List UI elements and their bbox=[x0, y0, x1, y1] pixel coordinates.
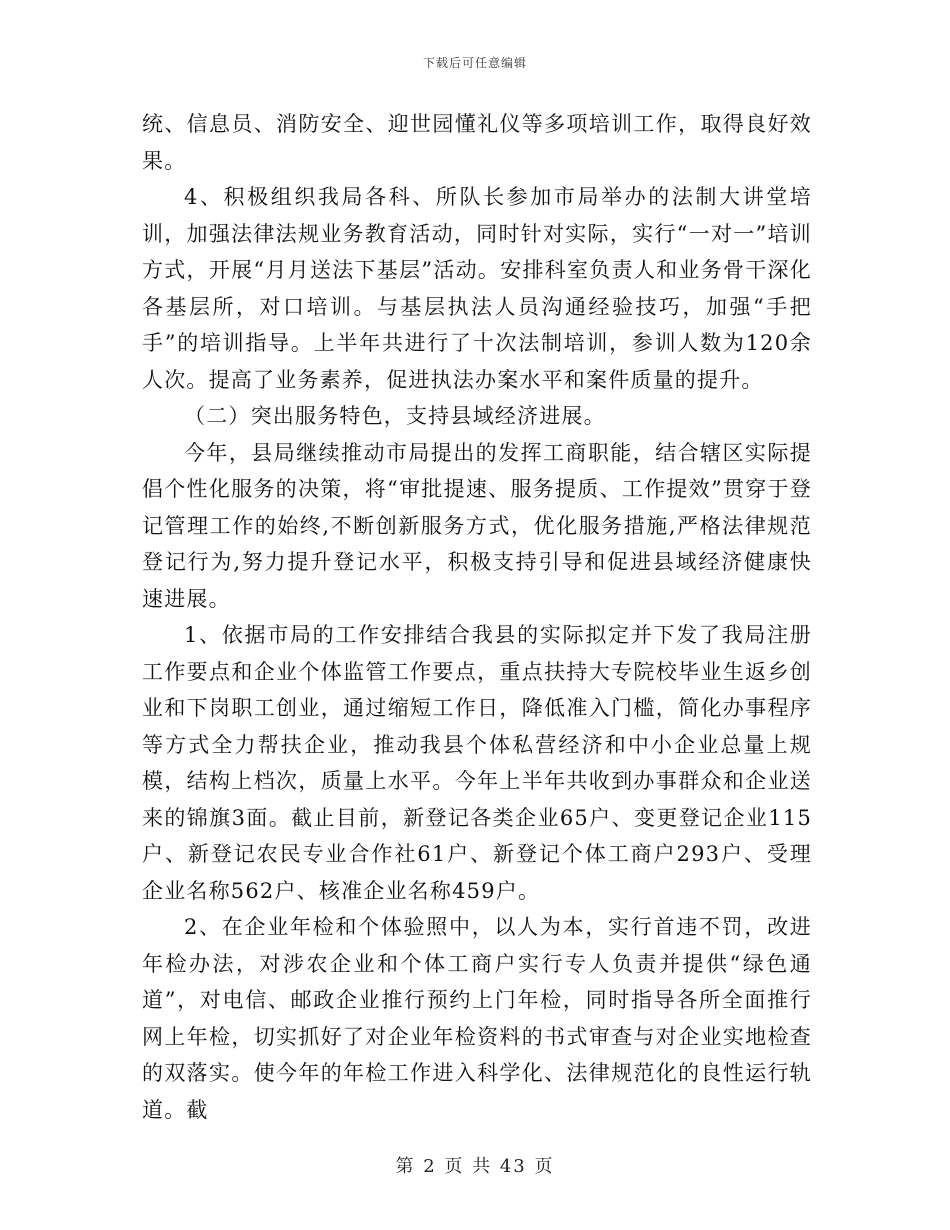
page-footer: 第 2 页 共 43 页 bbox=[395, 1156, 555, 1177]
paragraph-1: 统、信息员、消防安全、迎世园懂礼仪等多项培训工作，取得良好效果。 bbox=[142, 112, 812, 173]
paragraph-5: 2、在企业年检和个体验照中，以人为本，实行首违不罚，改进年检办法，对涉农企业和个体工商户实行专人负责并提供“绿色通道”，对电信、邮政企业推行预约上门年检，同时指导各所全面推行网上年检，切实抓好了对企业年检资料的书式审查与对企业实地检查的双落实。使今年的年检工作进入科学化、法律规范化的良性运行轨道。截 bbox=[142, 915, 812, 1122]
paragraph-3: 今年，县局继续推动市局提出的发挥工商职能，结合辖区实际提倡个性化服务的决策，将“审批提速、服务提质、工作提效”贯穿于登记管理工作的始终,不断创新服务方式，优化服务措施,严格法律规范登记行为,努力提升登记水平，积极支持引导和促进县域经济健康快速进展。 bbox=[142, 440, 812, 611]
paragraph-4: 1、依据市局的工作安排结合我县的实际拟定并下发了我局注册工作要点和企业个体监管工作要点，重点扶持大专院校毕业生返乡创业和下岗职工创业，通过缩短工作日，降低准入门槛，简化办事程序等方式全力帮扶企业，推动我县个体私营经济和中小企业总量上规模，结构上档次，质量上水平。今年上半年共收到办事群众和企业送来的锦旗3面。截止目前，新登记各类企业65户、变更登记企业115户、新登记农民专业合作社61户、新登记个体工商户293户、受理企业名称562户、核准企业名称459户。 bbox=[142, 623, 813, 903]
page-header-note: 下载后可任意编辑 bbox=[422, 56, 527, 70]
section-heading: （二）突出服务特色，支持县域经济进展。 bbox=[184, 404, 606, 428]
paragraph-2: 4、积极组织我局各科、所队长参加市局举办的法制大讲堂培训，加强法律法规业务教育活动，同时针对实际，实行“一对一”培训方式，开展“月月送法下基层”活动。安排科室负责人和业务骨干深化各基层所，对口培训。与基层执法人员沟通经验技巧，加强“手把手”的培训指导。上半年共进行了十次法制培训，参训人数为120余人次。提高了业务素养，促进执法办案水平和案件质量的提升。 bbox=[142, 185, 812, 392]
document-body bbox=[142, 106, 812, 1128]
